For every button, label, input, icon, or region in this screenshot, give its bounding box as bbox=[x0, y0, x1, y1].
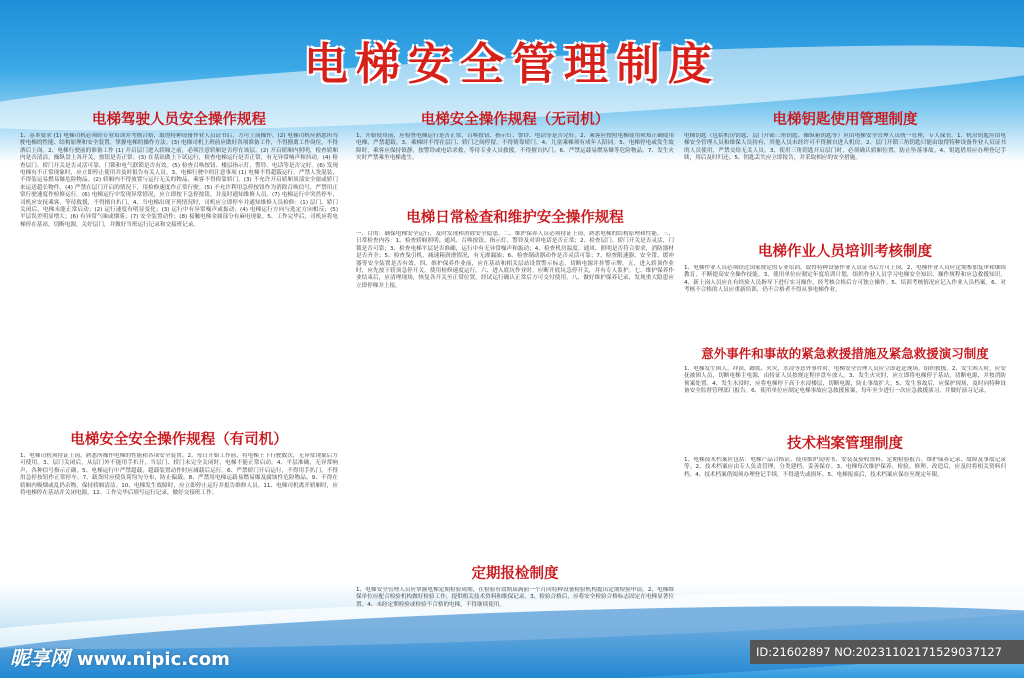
section-training bbox=[684, 240, 1006, 340]
section-archives bbox=[684, 432, 1006, 632]
section-title: 电梯安全安全操作规程（有司机） bbox=[70, 432, 288, 448]
section-driver-ops bbox=[20, 108, 338, 420]
section-title: 电梯安全操作规程（无司机） bbox=[420, 112, 610, 128]
section-title: 技术档案管理制度 bbox=[787, 436, 903, 452]
section-key-mgmt bbox=[684, 108, 1006, 230]
section-body: 1、电梯安全管理人员应掌握电梯定期检验周期，在检验有效期届满前一个月向特种设备检验机构提出定期检验申请。2、电梯维保单位应配合检验机构做好检验工作，提供相关技术资料和维保记录。3、检验合格后，应将安全检验合格标志固定在电梯显著位置。4、未经定期检验或检验不合格的电梯，不得继续使用。 bbox=[356, 587, 674, 608]
watermark-url: www.nipic.com bbox=[76, 649, 230, 670]
section-title: 电梯钥匙使用管理制度 bbox=[772, 112, 918, 128]
section-body: 1、电梯作业人员必须经过国家规定的专业培训，取得特种设备作业人员证书后方可上岗。2、电梯作业人员应定期参加复审和继续教育，不断提高安全操作技能。3、使用单位应制定年度培训计划，组织作业人员学习电梯安全知识、操作规程和应急救援知识。4、新上岗人员应在有经验人员指导下进行实习操作，经考核合格后方可独立操作。5、培训考核情况应记入作业人员档案。6、对考核不合格的人员应重新培训，仍不合格者不得从事电梯作业。 bbox=[684, 265, 1006, 294]
section-inspection bbox=[356, 206, 674, 552]
section-title: 电梯驾驶人员安全操作规程 bbox=[92, 112, 266, 128]
section-title: 定期报检制度 bbox=[471, 566, 559, 582]
watermark-brand: 昵享网 bbox=[10, 646, 70, 670]
section-body: 1、开始使用前，应检查电梯运行是否正常，召唤按钮、指示灯、警铃、电话等是否完好。2、乘客应按照电梯使用须知正确使用电梯，严禁超载。3、乘梯时不得在层门、轿门之间停留，不得倚靠轿门。4、儿童乘梯须有成年人陪同。5、电梯停电或发生故障时，乘客应保持镇静，按警铃或电话求救，等待专业人员救援，不得擅自扒门。6、严禁运载易燃易爆等危险物品。7、发生火灾时严禁乘坐电梯逃生。 bbox=[356, 133, 674, 162]
watermark bbox=[10, 642, 230, 671]
page-title: 电梯安全管理制度 bbox=[304, 39, 720, 90]
section-periodic bbox=[356, 562, 674, 634]
section-body: 电梯钥匙（包括机房钥匙、层门开锁三角钥匙、操纵箱钥匙等）应由电梯安全管理人员统一管理，专人保管。1、机房钥匙应由电梯安全管理人员和维保人员持有，其他人员未经许可不得擅自进入机房。2、层门开锁三角钥匙只能由取得特种设备作业人员证书的人员使用，严禁交给无关人员。3、使用三角钥匙开启层门时，必须确认轿厢位置，防止坠落事故。4、钥匙借用应办理登记手续，用后及时归还。5、钥匙丢失应立即报告，并采取相应的安全措施。 bbox=[684, 133, 1006, 162]
section-emergency bbox=[684, 344, 1006, 432]
section-title: 电梯作业人员培训考核制度 bbox=[758, 244, 932, 260]
section-body: 1、电梯司机须持证上岗，熟悉所操作电梯的性能和各项安全装置。2、每日开始工作前，将电梯上下行驶数次，无异常现象后方可使用。3、层门关闭后，从层门外不能用手扒开，当层门、轿门未完全关闭时，电梯不能正常启动。4、平层准确，无异常响声，各种信号指示正确。5、电梯运行中严禁超载，超载装置动作时应减载后运行。6、严禁轿门开启运行，不得用手扒门，不得用急停按钮作正常停车。7、载货时应使负荷均匀分布，防止偏载。8、严禁用电梯运载易燃易爆及腐蚀性危险物品。9、不得在轿厢内吸烟或乱扔杂物，保持轿厢清洁。10、电梯发生故障时，应立即停止运行并报告维修人员。11、电梯司机离开轿厢时，应将电梯停在基站并关闭电源。12、工作完毕后填写运行记录，做好交接班工作。 bbox=[20, 453, 338, 497]
section-no-driver-ops bbox=[356, 108, 674, 200]
section-driver-safety bbox=[20, 428, 338, 640]
section-body: 1、基本要求 (1) 电梯司机必须经专业培训并考核合格，取得特种设备作业人员证书后，方可上岗操作。(2) 电梯司机应熟悉所驾驶电梯的性能、结构原理和安全装置，掌握电梯的操作方法。(3) 电梯司机上班前应做好各项准备工作，不得擅离工作岗位，不得酒后上岗。2、电梯行驶前的准备工作 (1) 开启层门进入轿厢之前，必须注意轿厢是否停在该层。(2) 开启轿厢内照明，检查轿厢内是否清洁，操纵盘上各开关、按钮是否正常。(3) 在基站做上下试运行，检查电梯运行是否正常，有无异常响声和抖动。(4) 检查层门、轿门开关是否灵活可靠，门锁和电气联锁是否有效。(5) 检查召唤按钮、楼层指示灯、警铃、电话等是否完好。(6) 发现电梯有不正常现象时，应立即停止使用并及时报告有关人员。3、电梯行驶中的注意事项 (1) 电梯不得超载运行，严禁人货混装，不得装运易燃易爆危险物品。(2) 轿厢内不得放置与运行无关的物品，乘客不得倚靠轿门。(3) 不允许开启轿厢顶部安全窗或轿门来运送超长物件。(4) 严禁在层门开启的情况下，用检修速度作正常行驶。(5) 不允许利用急停按钮作为消除召唤信号，严禁用正常行驶速度作检修运行。(6) 电梯运行中发现异常情况，应立即按下急停按钮，并及时通知维修人员。(7) 电梯运行中突然停车，司机应安抚乘客，等待救援，不得擅自扒门。4、当电梯出现下列情况时，司机应立即停车并通知维修人员检修：(1) 层门、轿门关闭后，电梯未能正常启动；(2) 运行速度有明显变化；(3) 运行中有异常噪声或振动；(4) 电梯运行方向与选定方向相反；(5) 平层误差明显增大；(6) 有异常气味或烟雾；(7) 安全装置动作；(8) 接触电梯金属部分有麻电现象。5、工作完毕后，司机应将电梯停在基站，切断电源，关好层门，并做好当班运行记录和交接班记录。 bbox=[20, 133, 338, 228]
section-body: 一、目的：确保电梯安全运行，及时发现和消除安全隐患。二、维护保养人员必须持证上岗，熟悉电梯的结构原理和性能。三、日常检查内容：1、检查轿厢照明、通风、召唤按钮、指示灯、警铃及对讲电话是否正常；2、检查层门、轿门开关是否灵活，门锁是否可靠；3、检查电梯平层是否准确，运行中有无异常噪声和振动；4、检查机房温度、通风、照明是否符合要求，消防器材是否齐全；5、检查曳引机、减速箱润滑情况，有无渗漏油；6、检查制动器动作是否灵活可靠；7、检查限速器、安全钳、缓冲器等安全装置是否有效。四、维护保养作业前，应在基站和相关层站设置警示标志，切断电源并挂警示牌。五、进入轿顶作业时，应先按下轿顶急停开关，使用检修速度运行。六、进入底坑作业时，应断开底坑急停开关，并有专人监护。七、维护保养作业结束后，应清理现场，恢复各开关至正常位置，经试运行确认正常后方可交付使用。八、做好维护保养记录，发现重大隐患应立即停梯并上报。 bbox=[356, 231, 674, 289]
section-body: 1、电梯发生困人、冲顶、蹲底、火灾、水浸等意外事件时，电梯安全管理人员应立即赶赴现场，组织救援。2、发生困人时，应安抚被困人员，切断电梯主电源，由持证人员按规定程序盘车放人。3、发生火灾时，应立即将电梯停于基站，切断电源，并按消防预案处置。4、发生水浸时，应将电梯停于高于水浸楼层，切断电源，防止事故扩大。5、发生事故后，应保护现场，及时向特种设备安全监督管理部门报告。6、使用单位应制定电梯事故应急救援预案，每年至少进行一次应急救援演习，并做好演习记录。 bbox=[684, 366, 1006, 395]
image-id-bar: ID:21602897 NO:20231102171529037127 bbox=[750, 640, 1024, 664]
section-title: 电梯日常检查和维护安全操作规程 bbox=[406, 210, 624, 226]
section-body: 1、电梯技术档案应包括：电梯产品合格证、使用维护说明书、安装及验收资料、定期检验报告、维护保养记录、故障及事故记录等。2、技术档案应由专人负责管理，分类建档，妥善保存。3、电梯每次维护保养、检验、修理、改造后，应及时将相关资料归档。4、技术档案借阅须办理登记手续，不得遗失或损坏。5、电梯报废后，技术档案应保存至规定年限。 bbox=[684, 457, 1006, 478]
section-title: 意外事件和事故的紧急救援措施及紧急救援演习制度 bbox=[701, 346, 989, 361]
